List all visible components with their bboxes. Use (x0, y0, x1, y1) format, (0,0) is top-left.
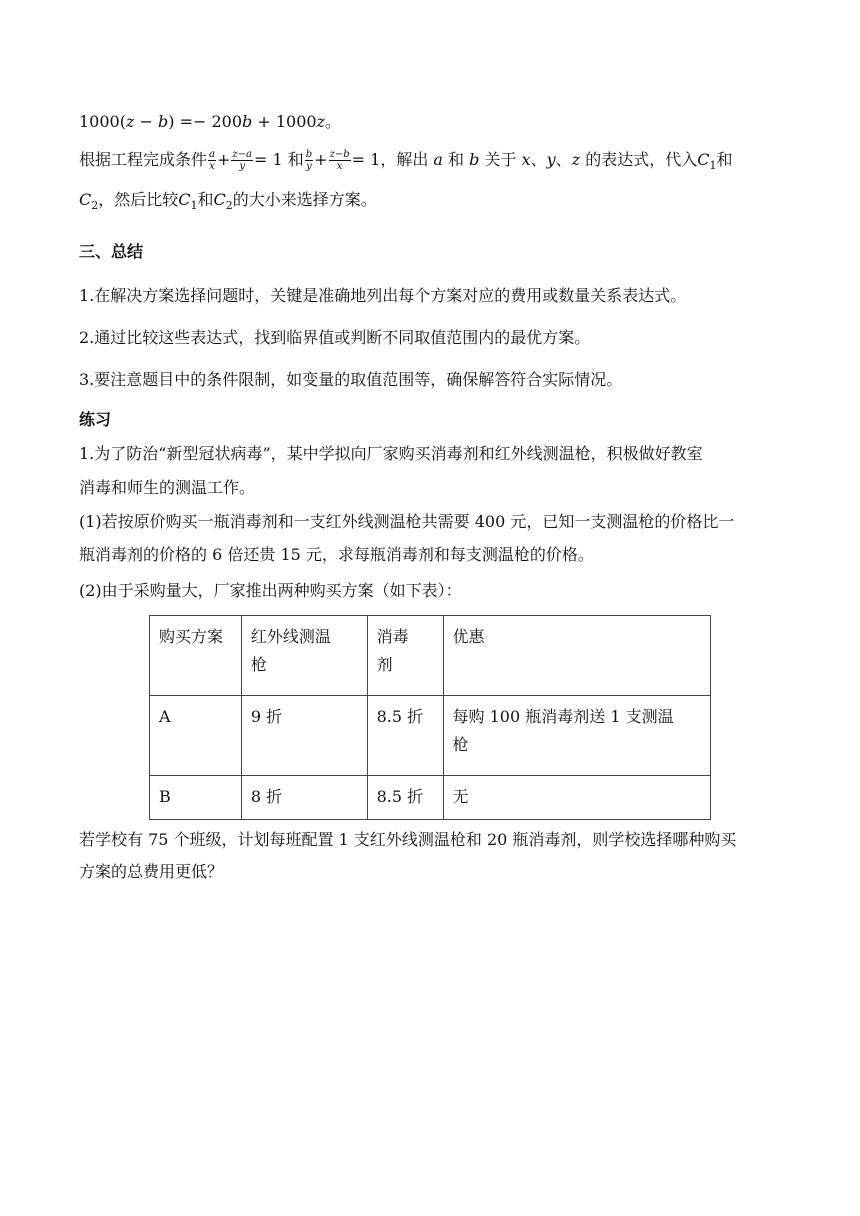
equation-text: 1000( (79, 112, 126, 131)
var-z: z (316, 112, 325, 131)
separator: 、 (530, 150, 547, 169)
condition-text: 关于 (479, 150, 522, 169)
var-b: b (157, 112, 169, 131)
question-text: 消毒和师生的测温工作。 (79, 478, 256, 497)
subscript: 2 (225, 199, 233, 212)
sub-question-1-cont: 瓶消毒剂的价格的 6 倍还贵 15 元，求每瓶消毒剂和每支测温枪的价格。 (79, 545, 594, 564)
table-cell: 8.5 折 (367, 696, 443, 776)
var-a: a (433, 150, 443, 169)
condition-text: 和 (442, 150, 470, 169)
equation-line (79, 110, 341, 134)
table-cell: 8 折 (241, 776, 367, 820)
fraction-numerator: a (209, 149, 215, 160)
sub-question-2: (2)由于采购量大，厂家推出两种购买方案（如下表）： (79, 581, 462, 600)
condition-text: ，然后比较 (98, 190, 179, 209)
condition-text: 根据工程完成条件 (79, 150, 208, 169)
table-header-cell (150, 616, 242, 696)
table-cell: 无 (443, 776, 710, 820)
var-b: b (469, 150, 480, 169)
offer-text-cont: 枪 (452, 735, 469, 754)
header-disinfectant-cont: 剂 (376, 655, 393, 674)
question-text: 若学校有 75 个班级，计划每班配置 1 支红外线测温枪和 20 瓶消毒剂，则学校选择哪种购买 (79, 830, 737, 849)
table-cell: A (150, 696, 242, 776)
equation-text: − (134, 112, 158, 131)
fraction-denominator: y (239, 161, 246, 172)
var-c: C (79, 190, 92, 209)
plus-sign: + (314, 150, 328, 169)
question-text: 1.为了防治“新型冠状病毒”，某中学拟向厂家购买消毒剂和红外线测温枪，积极做好教室 (79, 444, 703, 463)
fraction-numerator: z−a (232, 149, 252, 160)
var-c: C (213, 190, 226, 209)
practice-heading: 练习 (79, 410, 112, 429)
plus-sign: + (216, 150, 231, 169)
fraction-denominator: y (306, 161, 312, 172)
table-cell: 9 折 (241, 696, 367, 776)
table-header-cell (367, 616, 443, 696)
header-disinfectant: 消毒 (376, 627, 409, 646)
header-offer: 优惠 (452, 627, 485, 646)
condition-line-2 (79, 188, 377, 218)
var-c: C (697, 150, 710, 169)
summary-point-2: 2.通过比较这些表达式，找到临界值或判断不同取值范围内的最优方案。 (79, 328, 591, 347)
var-z: z (125, 112, 135, 131)
table-cell: 8.5 折 (367, 776, 443, 820)
fraction-a-over-x (208, 149, 216, 172)
header-gun-cont: 枪 (250, 655, 267, 674)
equation-text: ) =− 200 (168, 112, 242, 131)
table-header-row (150, 616, 711, 696)
sub-question-1: (1)若按原价购买一瓶消毒剂和一支红外线测温枪共需要 400 元，已知一支测温枪的价格比一 (79, 512, 735, 531)
table-header-cell (241, 616, 367, 696)
offer-text: 每购 100 瓶消毒剂送 1 支测温 (452, 707, 674, 726)
table-row (150, 776, 711, 820)
var-b: b (242, 112, 253, 131)
equation-text: 。 (324, 112, 341, 131)
table-row (150, 696, 711, 776)
fraction-numerator: z−b (329, 149, 350, 160)
condition-text: 和 (197, 190, 214, 209)
fraction-numerator: b (305, 149, 313, 160)
condition-text: = 1 和 (254, 150, 304, 169)
fraction-b-over-y (305, 149, 313, 172)
equation-text: + 1000 (252, 112, 317, 131)
question-text: 方案的总费用更低？ (79, 862, 224, 881)
condition-text: 的表达式，代入 (580, 150, 698, 169)
purchase-options-table (149, 615, 711, 820)
condition-line (79, 148, 732, 178)
fraction-denominator: x (336, 161, 343, 172)
fraction-denominator: x (209, 161, 215, 172)
condition-text: = 1，解出 (351, 150, 434, 169)
subscript: 1 (709, 159, 717, 172)
summary-point-3: 3.要注意题目中的条件限制，如变量的取值范围等，确保解答符合实际情况。 (79, 370, 623, 389)
var-x: x (521, 150, 531, 169)
condition-text: 的大小来选择方案。 (232, 190, 377, 209)
fraction-z-minus-a-over-y (231, 149, 253, 172)
subscript: 1 (190, 199, 198, 212)
condition-text: 和 (716, 150, 733, 169)
summary-point-1: 1.在解决方案选择问题时，关键是准确地列出每个方案对应的费用或数量关系表达式。 (79, 286, 687, 305)
table-cell: B (150, 776, 242, 820)
fraction-z-minus-b-over-x (329, 149, 351, 172)
header-gun: 红外线测温 (250, 627, 331, 646)
header-plan: 购买方案 (159, 627, 224, 646)
table-cell (443, 696, 710, 776)
var-c: C (178, 190, 191, 209)
var-z: z (571, 150, 581, 169)
var-y: y (546, 150, 556, 169)
section-heading: 三、总结 (79, 242, 144, 261)
table-header-cell (443, 616, 710, 696)
subscript: 2 (91, 199, 99, 212)
separator: 、 (555, 150, 572, 169)
